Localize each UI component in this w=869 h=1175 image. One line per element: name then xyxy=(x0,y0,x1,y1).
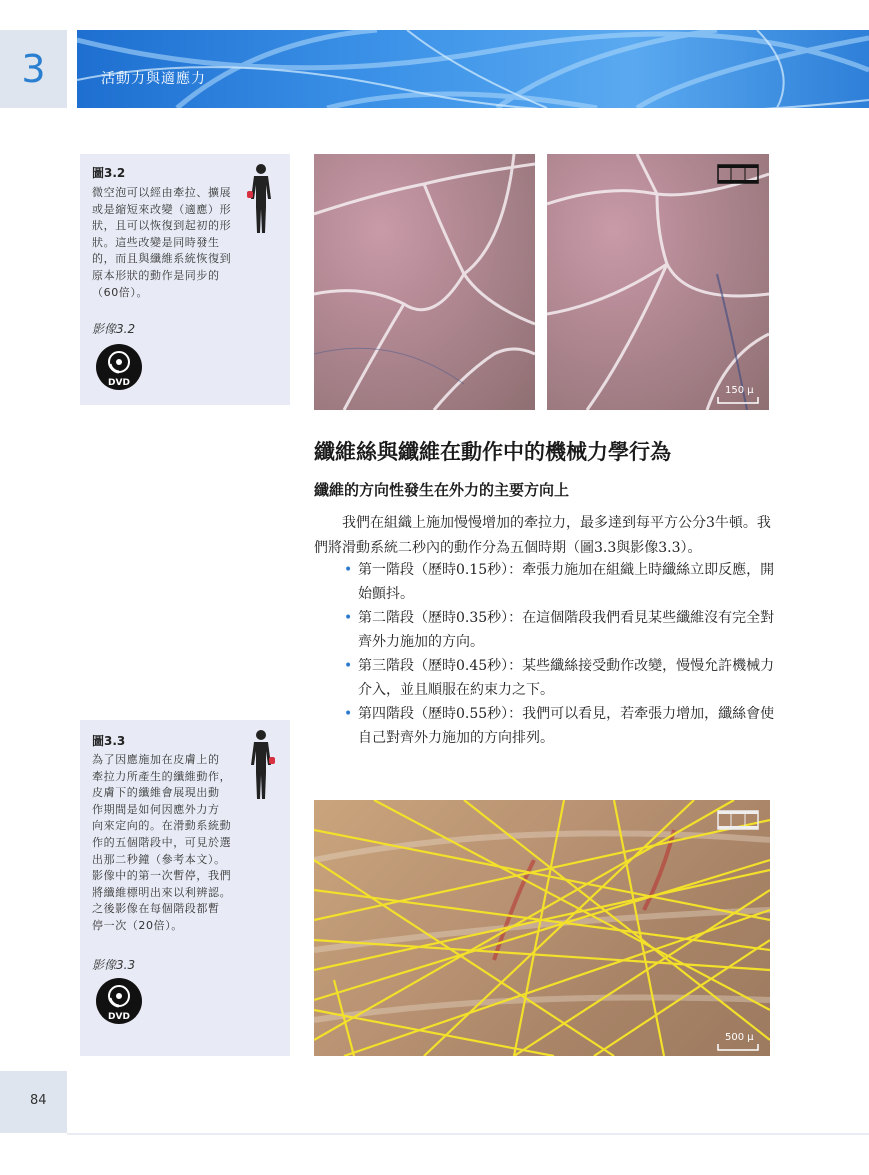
dvd-label: DVD xyxy=(108,1012,130,1022)
figure-3-3-caption xyxy=(92,752,242,935)
caption-line: 作期間是如何因應外力方 xyxy=(92,802,220,816)
caption-line: （60倍）。 xyxy=(92,285,149,299)
dvd-icon[interactable] xyxy=(95,977,143,1025)
chapter-number: 3 xyxy=(21,47,46,91)
film-strip-icon xyxy=(717,164,759,184)
caption-line: 狀。這些改變是同時發生 xyxy=(92,235,220,249)
fiber-network-left xyxy=(314,154,535,410)
caption-line: 停一次（20倍）。 xyxy=(92,918,183,932)
body-paragraph: 我們在組織上施加慢慢增加的牽拉力，最多達到每平方公分3牛頓。我們將滑動系統二秒內的動作分為五個時期（圖3.3與影像3.3）。 xyxy=(314,515,771,556)
caption-line: 為了因應施加在皮膚上的 xyxy=(92,753,220,766)
fiber-network-right xyxy=(547,154,769,410)
stage-text: 第一階段（歷時0.15秒）：牽張力施加在組織上時纖絲立即反應，開始顫抖。 xyxy=(358,562,775,602)
bullet-icon: • xyxy=(344,706,353,722)
caption-line: 原本形狀的動作是同步的 xyxy=(92,268,220,282)
list-item xyxy=(344,607,778,654)
page-number: 84 xyxy=(30,1093,47,1108)
fiber-annotation-lines xyxy=(314,800,770,1056)
list-item xyxy=(344,703,778,750)
caption-line: 或是縮短來改變（適應）形 xyxy=(92,202,232,216)
human-body-icon xyxy=(245,163,277,235)
video-3-2-label: 影像3.2 xyxy=(92,322,136,336)
figure-3-3-label: 圖3.3 xyxy=(92,734,126,748)
scale-bar xyxy=(717,1044,759,1052)
caption-line: 出那二秒鐘（參考本文）。 xyxy=(92,852,226,866)
stage-text: 第四階段（歷時0.55秒）：我們可以看見，若牽張力增加，纖絲會使自己對齊外力施加的方向排列。 xyxy=(358,706,775,746)
figure-3-2-caption xyxy=(92,185,242,301)
caption-line: 之後影像在每個階段都暫 xyxy=(92,902,220,916)
list-item xyxy=(344,655,778,702)
list-item xyxy=(344,559,778,606)
caption-line: 作的五個階段中，可見於選 xyxy=(92,835,232,849)
caption-line: 狀，且可以恢復到起初的形 xyxy=(92,219,232,233)
scale-bar xyxy=(717,397,759,405)
video-3-3-label: 影像3.3 xyxy=(92,958,136,972)
chapter-banner xyxy=(77,30,869,108)
section-heading: 纖維絲與纖維在動作中的機械力學行為 xyxy=(314,440,671,464)
scale-bar-label: 500 μ xyxy=(725,1032,754,1043)
caption-line: 影像中的第一次暫停，我們 xyxy=(92,869,232,883)
caption-line: 微空泡可以經由牽拉、擴展 xyxy=(92,186,232,199)
bullet-icon: • xyxy=(344,562,353,578)
microvacuole-photo-left xyxy=(314,154,535,410)
film-strip-icon xyxy=(717,810,759,830)
stage-text: 第二階段（歷時0.35秒）：在這個階段我們看見某些纖維沒有完全對齊外力施加的方向。 xyxy=(358,610,775,650)
bullet-icon: • xyxy=(344,610,353,626)
caption-line: 將纖維標明出來以利辨認。 xyxy=(92,885,232,899)
stage-text: 第三階段（歷時0.45秒）：某些纖絲接受動作改變，慢慢允許機械力介入，並且順服在約束力之下。 xyxy=(358,658,775,698)
caption-line: 皮膚下的纖維會展現出動 xyxy=(92,786,220,800)
fiber-orientation-photo xyxy=(314,800,770,1056)
bullet-icon: • xyxy=(344,658,353,674)
section-subheading: 纖維的方向性發生在外力的主要方向上 xyxy=(314,481,570,499)
dvd-icon[interactable] xyxy=(95,343,143,391)
scale-bar-label: 150 μ xyxy=(725,385,754,396)
stage-list xyxy=(344,559,778,751)
human-body-icon xyxy=(245,729,277,801)
caption-line: 牽拉力所產生的纖維動作， xyxy=(92,769,232,783)
chapter-title: 活動力與適應力 xyxy=(101,71,206,87)
figure-3-2-label: 圖3.2 xyxy=(92,166,126,180)
dvd-label: DVD xyxy=(108,378,130,388)
caption-line: 向來定向的。在滑動系統動 xyxy=(92,819,232,833)
footer-divider xyxy=(67,1133,869,1135)
microvacuole-photo-right xyxy=(547,154,769,410)
caption-line: 的，而且與纖維系統恢復到 xyxy=(92,252,232,266)
